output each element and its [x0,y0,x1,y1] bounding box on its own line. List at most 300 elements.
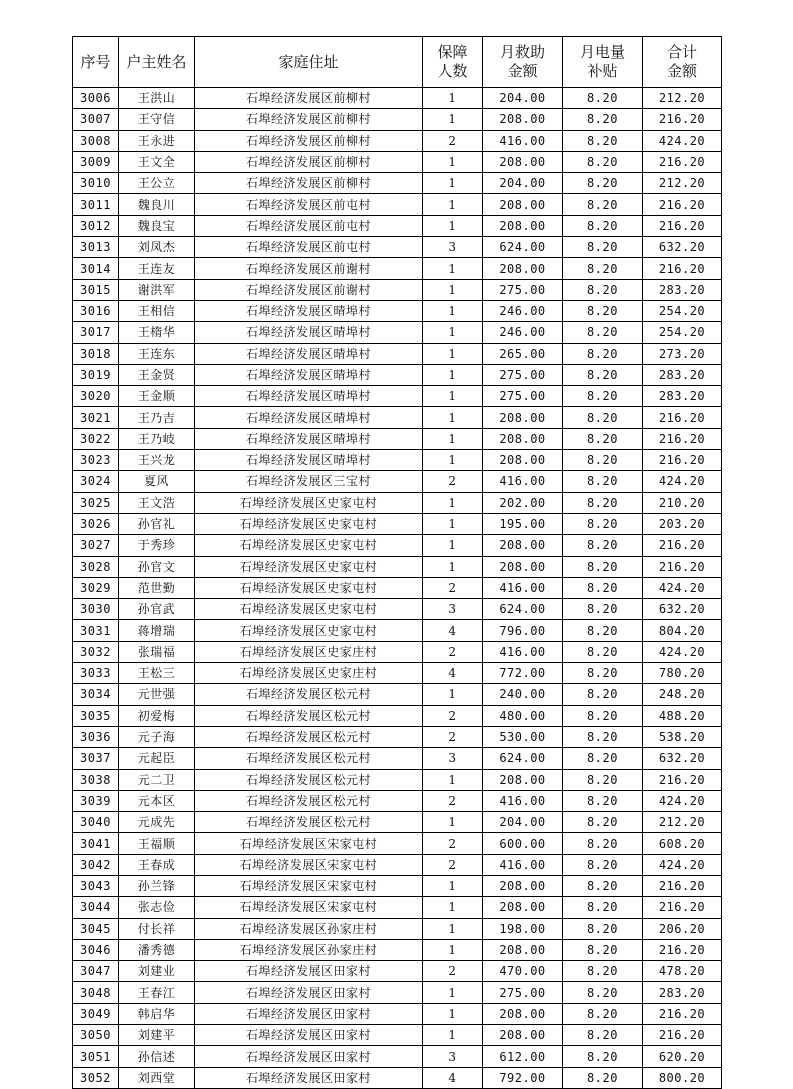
relief-cell: 195.00 [483,513,563,534]
table-row [73,726,722,747]
persons-cell: 1 [423,109,483,130]
total-cell: 216.20 [643,1003,722,1024]
subsidy-cell: 8.20 [563,450,643,471]
name-cell: 王文浩 [119,492,195,513]
address-cell: 石埠经济发展区史家庄村 [195,663,423,684]
address-cell: 石埠经济发展区史家屯村 [195,599,423,620]
subsidy-cell: 8.20 [563,88,643,109]
subsidy-cell: 8.20 [563,407,643,428]
seq-cell: 3047 [73,961,119,982]
persons-cell: 1 [423,258,483,279]
table-row [73,407,722,428]
seq-cell: 3024 [73,471,119,492]
table-row [73,961,722,982]
table-row [73,215,722,236]
total-cell: 804.20 [643,620,722,641]
seq-cell: 3013 [73,237,119,258]
subsidy-cell: 8.20 [563,535,643,556]
table-row [73,833,722,854]
subsidy-cell: 8.20 [563,386,643,407]
total-cell: 620.20 [643,1046,722,1067]
subsidy-cell: 8.20 [563,215,643,236]
relief-cell: 208.00 [483,215,563,236]
seq-cell: 3049 [73,1003,119,1024]
persons-cell: 1 [423,684,483,705]
total-cell: 216.20 [643,407,722,428]
subsidy-cell: 8.20 [563,599,643,620]
address-cell: 石埠经济发展区晴埠村 [195,364,423,385]
table-row [73,812,722,833]
total-cell: 780.20 [643,663,722,684]
relief-cell: 208.00 [483,1025,563,1046]
relief-cell: 600.00 [483,833,563,854]
name-cell: 孙官武 [119,599,195,620]
table-row [73,343,722,364]
persons-cell: 1 [423,343,483,364]
total-cell: 632.20 [643,237,722,258]
relief-cell: 530.00 [483,726,563,747]
relief-cell: 208.00 [483,194,563,215]
table-row [73,450,722,471]
name-cell: 张瑞福 [119,641,195,662]
name-cell: 魏良宝 [119,215,195,236]
total-cell: 216.20 [643,258,722,279]
table-row [73,939,722,960]
total-cell: 608.20 [643,833,722,854]
total-cell: 216.20 [643,450,722,471]
persons-cell: 1 [423,428,483,449]
name-cell: 王相信 [119,300,195,321]
header-name: 户主姓名 [119,37,195,88]
seq-cell: 3038 [73,769,119,790]
table-row [73,279,722,300]
persons-cell: 1 [423,386,483,407]
total-cell: 216.20 [643,1025,722,1046]
subsidy-cell: 8.20 [563,1046,643,1067]
address-cell: 石埠经济发展区晴埠村 [195,343,423,364]
total-cell: 248.20 [643,684,722,705]
seq-cell: 3019 [73,364,119,385]
table-row [73,492,722,513]
name-cell: 王金顺 [119,386,195,407]
persons-cell: 1 [423,364,483,385]
address-cell: 石埠经济发展区史家屯村 [195,577,423,598]
subsidy-cell: 8.20 [563,939,643,960]
name-cell: 元起臣 [119,748,195,769]
name-cell: 孙官礼 [119,513,195,534]
subsidy-cell: 8.20 [563,790,643,811]
relief-cell: 246.00 [483,300,563,321]
name-cell: 刘西堂 [119,1067,195,1088]
table-row [73,151,722,172]
relief-cell: 796.00 [483,620,563,641]
seq-cell: 3034 [73,684,119,705]
address-cell: 石埠经济发展区宋家屯村 [195,833,423,854]
table-body [73,88,722,1089]
relief-cell: 624.00 [483,748,563,769]
table-row [73,109,722,130]
total-cell: 478.20 [643,961,722,982]
name-cell: 张志俭 [119,897,195,918]
relief-cell: 240.00 [483,684,563,705]
persons-cell: 1 [423,918,483,939]
subsidy-cell: 8.20 [563,513,643,534]
relief-cell: 792.00 [483,1067,563,1088]
seq-cell: 3009 [73,151,119,172]
relief-cell: 416.00 [483,790,563,811]
total-cell: 254.20 [643,322,722,343]
total-cell: 216.20 [643,939,722,960]
address-cell: 石埠经济发展区孙家庄村 [195,918,423,939]
seq-cell: 3027 [73,535,119,556]
name-cell: 王兴龙 [119,450,195,471]
address-cell: 石埠经济发展区田家村 [195,1025,423,1046]
seq-cell: 3006 [73,88,119,109]
persons-cell: 3 [423,237,483,258]
subsidy-cell: 8.20 [563,897,643,918]
name-cell: 王春江 [119,982,195,1003]
seq-cell: 3046 [73,939,119,960]
table-row [73,875,722,896]
seq-cell: 3052 [73,1067,119,1088]
name-cell: 王永进 [119,130,195,151]
total-cell: 216.20 [643,109,722,130]
table-row [73,1003,722,1024]
relief-cell: 246.00 [483,322,563,343]
name-cell: 王金贤 [119,364,195,385]
subsidy-cell: 8.20 [563,151,643,172]
name-cell: 夏风 [119,471,195,492]
seq-cell: 3040 [73,812,119,833]
seq-cell: 3036 [73,726,119,747]
subsidy-cell: 8.20 [563,812,643,833]
table-row [73,194,722,215]
address-cell: 石埠经济发展区前谢村 [195,258,423,279]
name-cell: 王春成 [119,854,195,875]
table-row [73,918,722,939]
name-cell: 范世勤 [119,577,195,598]
total-cell: 216.20 [643,535,722,556]
relief-cell: 772.00 [483,663,563,684]
subsidy-cell: 8.20 [563,130,643,151]
header-seq: 序号 [73,37,119,88]
relief-cell: 208.00 [483,897,563,918]
table-row [73,364,722,385]
address-cell: 石埠经济发展区晴埠村 [195,407,423,428]
relief-cell: 275.00 [483,279,563,300]
table-row [73,897,722,918]
address-cell: 石埠经济发展区前屯村 [195,237,423,258]
persons-cell: 1 [423,1003,483,1024]
header-persons: 保障 人数 [423,37,483,88]
subsidy-cell: 8.20 [563,1067,643,1088]
address-cell: 石埠经济发展区史家屯村 [195,556,423,577]
address-cell: 石埠经济发展区晴埠村 [195,450,423,471]
name-cell: 元成先 [119,812,195,833]
subsidy-cell: 8.20 [563,279,643,300]
table-row [73,1067,722,1088]
total-cell: 424.20 [643,641,722,662]
persons-cell: 1 [423,982,483,1003]
relief-cell: 265.00 [483,343,563,364]
seq-cell: 3051 [73,1046,119,1067]
total-cell: 216.20 [643,151,722,172]
persons-cell: 2 [423,471,483,492]
name-cell: 王连东 [119,343,195,364]
seq-cell: 3030 [73,599,119,620]
seq-cell: 3011 [73,194,119,215]
table-row [73,663,722,684]
persons-cell: 1 [423,535,483,556]
total-cell: 283.20 [643,364,722,385]
table-row [73,513,722,534]
name-cell: 孙兰锋 [119,875,195,896]
address-cell: 石埠经济发展区晴埠村 [195,322,423,343]
relief-cell: 208.00 [483,1003,563,1024]
address-cell: 石埠经济发展区前柳村 [195,130,423,151]
total-cell: 424.20 [643,577,722,598]
address-cell: 石埠经济发展区晴埠村 [195,300,423,321]
address-cell: 石埠经济发展区宋家屯村 [195,854,423,875]
address-cell: 石埠经济发展区史家屯村 [195,535,423,556]
seq-cell: 3037 [73,748,119,769]
table-row [73,748,722,769]
name-cell: 王楕华 [119,322,195,343]
relief-cell: 275.00 [483,386,563,407]
total-cell: 216.20 [643,769,722,790]
name-cell: 元二卫 [119,769,195,790]
name-cell: 王福顺 [119,833,195,854]
address-cell: 石埠经济发展区松元村 [195,684,423,705]
persons-cell: 1 [423,812,483,833]
address-cell: 石埠经济发展区松元村 [195,812,423,833]
total-cell: 212.20 [643,88,722,109]
table-row [73,471,722,492]
subsidy-cell: 8.20 [563,663,643,684]
relief-cell: 204.00 [483,88,563,109]
address-cell: 石埠经济发展区田家村 [195,961,423,982]
name-cell: 刘凤杰 [119,237,195,258]
relief-cell: 208.00 [483,151,563,172]
persons-cell: 1 [423,492,483,513]
table-row [73,1046,722,1067]
relief-cell: 612.00 [483,1046,563,1067]
persons-cell: 1 [423,513,483,534]
name-cell: 于秀珍 [119,535,195,556]
address-cell: 石埠经济发展区晴埠村 [195,386,423,407]
relief-cell: 208.00 [483,109,563,130]
seq-cell: 3045 [73,918,119,939]
total-cell: 424.20 [643,471,722,492]
subsidy-cell: 8.20 [563,237,643,258]
total-cell: 800.20 [643,1067,722,1088]
persons-cell: 1 [423,300,483,321]
subsidy-cell: 8.20 [563,577,643,598]
total-cell: 203.20 [643,513,722,534]
seq-cell: 3041 [73,833,119,854]
persons-cell: 2 [423,705,483,726]
persons-cell: 4 [423,1067,483,1088]
table-row [73,556,722,577]
name-cell: 孙信述 [119,1046,195,1067]
persons-cell: 1 [423,450,483,471]
address-cell: 石埠经济发展区田家村 [195,1003,423,1024]
name-cell: 付长祥 [119,918,195,939]
persons-cell: 1 [423,897,483,918]
persons-cell: 2 [423,641,483,662]
persons-cell: 1 [423,215,483,236]
name-cell: 魏良川 [119,194,195,215]
subsidy-cell: 8.20 [563,769,643,790]
subsidy-cell: 8.20 [563,258,643,279]
name-cell: 王守信 [119,109,195,130]
subsidy-cell: 8.20 [563,1025,643,1046]
seq-cell: 3035 [73,705,119,726]
relief-cell: 624.00 [483,599,563,620]
subsidy-cell: 8.20 [563,684,643,705]
address-cell: 石埠经济发展区宋家屯村 [195,875,423,896]
total-cell: 538.20 [643,726,722,747]
name-cell: 刘建平 [119,1025,195,1046]
total-cell: 254.20 [643,300,722,321]
persons-cell: 1 [423,88,483,109]
name-cell: 潘秀德 [119,939,195,960]
seq-cell: 3017 [73,322,119,343]
address-cell: 石埠经济发展区松元村 [195,790,423,811]
name-cell: 孙官文 [119,556,195,577]
relief-cell: 208.00 [483,875,563,896]
header-subsidy: 月电量 补贴 [563,37,643,88]
seq-cell: 3043 [73,875,119,896]
relief-cell: 208.00 [483,428,563,449]
total-cell: 206.20 [643,918,722,939]
subsidy-cell: 8.20 [563,173,643,194]
subsidy-cell: 8.20 [563,556,643,577]
total-cell: 424.20 [643,854,722,875]
subsidy-cell: 8.20 [563,428,643,449]
seq-cell: 3026 [73,513,119,534]
name-cell: 元世强 [119,684,195,705]
persons-cell: 1 [423,769,483,790]
address-cell: 石埠经济发展区松元村 [195,769,423,790]
name-cell: 王松三 [119,663,195,684]
relief-cell: 208.00 [483,450,563,471]
table-row [73,790,722,811]
table-row [73,322,722,343]
seq-cell: 3044 [73,897,119,918]
name-cell: 谢洪军 [119,279,195,300]
persons-cell: 2 [423,577,483,598]
subsidy-cell: 8.20 [563,982,643,1003]
subsidy-cell: 8.20 [563,300,643,321]
persons-cell: 3 [423,1046,483,1067]
total-cell: 212.20 [643,812,722,833]
relief-cell: 416.00 [483,577,563,598]
name-cell: 王连友 [119,258,195,279]
persons-cell: 2 [423,726,483,747]
relief-cell: 480.00 [483,705,563,726]
subsidy-cell: 8.20 [563,364,643,385]
relief-cell: 470.00 [483,961,563,982]
persons-cell: 1 [423,407,483,428]
seq-cell: 3039 [73,790,119,811]
subsidy-cell: 8.20 [563,343,643,364]
total-cell: 632.20 [643,599,722,620]
address-cell: 石埠经济发展区田家村 [195,1067,423,1088]
subsidy-cell: 8.20 [563,918,643,939]
relief-cell: 416.00 [483,641,563,662]
subsidy-cell: 8.20 [563,833,643,854]
table-row [73,1025,722,1046]
name-cell: 元子海 [119,726,195,747]
relief-cell: 208.00 [483,769,563,790]
table-row [73,386,722,407]
relief-cell: 416.00 [483,854,563,875]
table-row [73,577,722,598]
total-cell: 212.20 [643,173,722,194]
address-cell: 石埠经济发展区前柳村 [195,173,423,194]
table-row [73,88,722,109]
relief-cell: 624.00 [483,237,563,258]
subsidy-cell: 8.20 [563,620,643,641]
subsidy-cell: 8.20 [563,961,643,982]
relief-cell: 275.00 [483,364,563,385]
seq-cell: 3007 [73,109,119,130]
table-row [73,599,722,620]
persons-cell: 1 [423,151,483,172]
total-cell: 216.20 [643,215,722,236]
total-cell: 210.20 [643,492,722,513]
persons-cell: 1 [423,939,483,960]
address-cell: 石埠经济发展区孙家庄村 [195,939,423,960]
total-cell: 216.20 [643,556,722,577]
seq-cell: 3029 [73,577,119,598]
address-cell: 石埠经济发展区前谢村 [195,279,423,300]
subsidy-cell: 8.20 [563,705,643,726]
subsidy-cell: 8.20 [563,1003,643,1024]
persons-cell: 1 [423,194,483,215]
total-cell: 216.20 [643,897,722,918]
subsidy-cell: 8.20 [563,109,643,130]
address-cell: 石埠经济发展区前柳村 [195,151,423,172]
table-row [73,620,722,641]
total-cell: 216.20 [643,875,722,896]
address-cell: 石埠经济发展区前柳村 [195,88,423,109]
table-row [73,641,722,662]
name-cell: 王乃岐 [119,428,195,449]
seq-cell: 3018 [73,343,119,364]
subsidy-cell: 8.20 [563,748,643,769]
address-cell: 石埠经济发展区三宝村 [195,471,423,492]
relief-cell: 208.00 [483,556,563,577]
total-cell: 283.20 [643,982,722,1003]
subsidy-cell: 8.20 [563,322,643,343]
relief-cell: 416.00 [483,471,563,492]
name-cell: 元本区 [119,790,195,811]
name-cell: 王洪山 [119,88,195,109]
name-cell: 王公立 [119,173,195,194]
seq-cell: 3020 [73,386,119,407]
seq-cell: 3021 [73,407,119,428]
table-row [73,982,722,1003]
persons-cell: 1 [423,1025,483,1046]
relief-cell: 208.00 [483,407,563,428]
address-cell: 石埠经济发展区松元村 [195,726,423,747]
seq-cell: 3048 [73,982,119,1003]
seq-cell: 3012 [73,215,119,236]
address-cell: 石埠经济发展区前屯村 [195,194,423,215]
table-row [73,258,722,279]
